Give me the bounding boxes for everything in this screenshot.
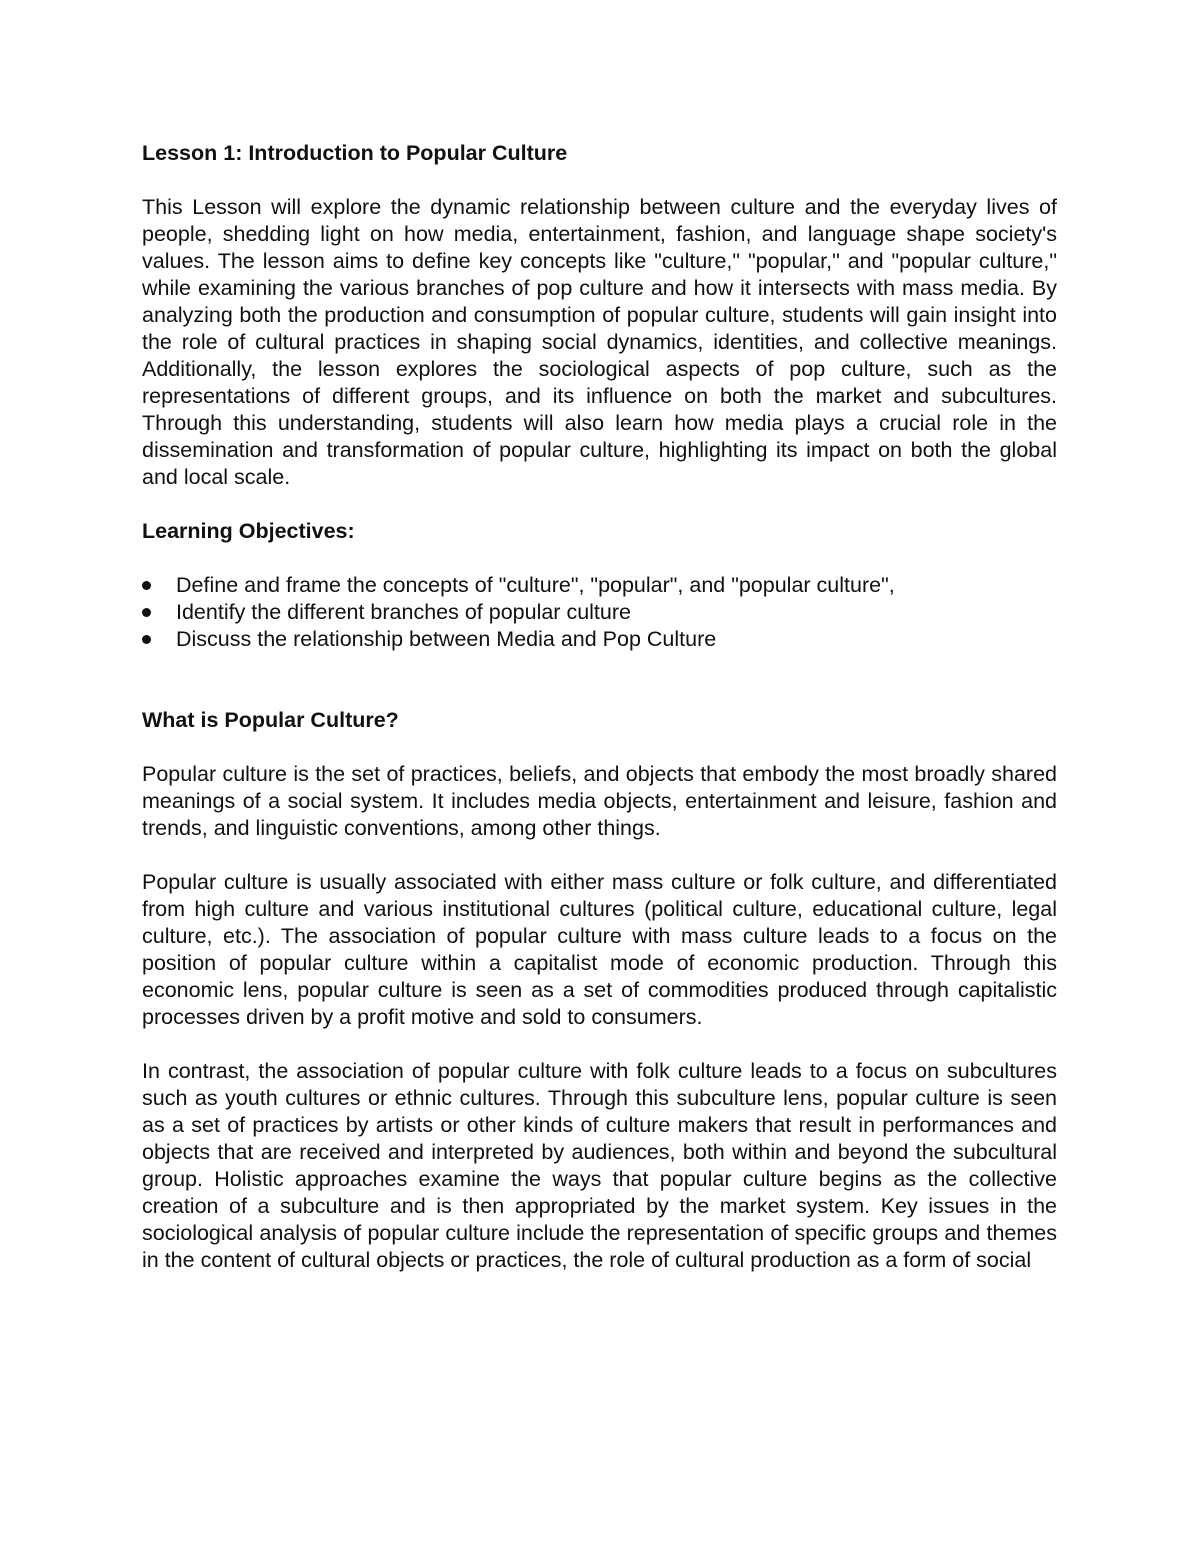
- body-paragraph: Popular culture is the set of practices, beliefs, and objects that embody the most broadly shared meanings of a social system. It includes media objects, entertainment and leisure, fashion and trends, and linguistic conventions, among other things.: [142, 762, 1057, 840]
- bullet-icon: [142, 581, 151, 590]
- list-item: [142, 572, 1057, 599]
- document-page: [142, 140, 1057, 1274]
- objective-text: Define and frame the concepts of "culture", "popular", and "popular culture",: [176, 573, 895, 597]
- lesson-title: Lesson 1: Introduction to Popular Culture: [142, 141, 568, 165]
- objective-text: Identify the different branches of popular culture: [176, 600, 631, 624]
- learning-objectives-heading: Learning Objectives:: [142, 519, 355, 543]
- bullet-icon: [142, 635, 151, 644]
- learning-objectives-list: [142, 572, 1057, 653]
- objective-text: Discuss the relationship between Media and Pop Culture: [176, 627, 717, 651]
- list-item: [142, 599, 1057, 626]
- lesson-intro-paragraph: This Lesson will explore the dynamic relationship between culture and the everyday lives of people, shedding light on how media, entertainment, fashion, and language shape society's values. The lesson aims to define key concepts like "culture," "popular," and "popular culture," while examining the various branches of pop culture and how it intersects with mass media. By analyzing both the production and consumption of popular culture, students will gain insight into the role of cultural practices in shaping social dynamics, identities, and collective meanings. Additionally, the lesson explores the sociological aspects of pop culture, such as the representations of different groups, and its influence on both the market and subcultures. Through this understanding, students will also learn how media plays a crucial role in the dissemination and transformation of popular culture, highlighting its impact on both the global and local scale.: [142, 195, 1057, 489]
- body-paragraph: In contrast, the association of popular culture with folk culture leads to a focus on subcultures such as youth cultures or ethnic cultures. Through this subculture lens, popular culture is seen as a set of practices by artists or other kinds of culture makers that result in performances and objects that are received and interpreted by audiences, both within and beyond the subcultural group. Holistic approaches examine the ways that popular culture begins as the collective creation of a subculture and is then appropriated by the market system. Key issues in the sociological analysis of popular culture include the representation of specific groups and themes in the content of cultural objects or practices, the role of cultural production as a form of social: [142, 1059, 1057, 1272]
- body-paragraph: Popular culture is usually associated with either mass culture or folk culture, and differentiated from high culture and various institutional cultures (political culture, educational culture, legal culture, etc.). The association of popular culture with mass culture leads to a focus on the position of popular culture within a capitalist mode of economic production. Through this economic lens, popular culture is seen as a set of commodities produced through capitalistic processes driven by a profit motive and sold to consumers.: [142, 870, 1057, 1029]
- bullet-icon: [142, 608, 151, 617]
- section-heading: What is Popular Culture?: [142, 708, 399, 732]
- list-item: [142, 626, 1057, 653]
